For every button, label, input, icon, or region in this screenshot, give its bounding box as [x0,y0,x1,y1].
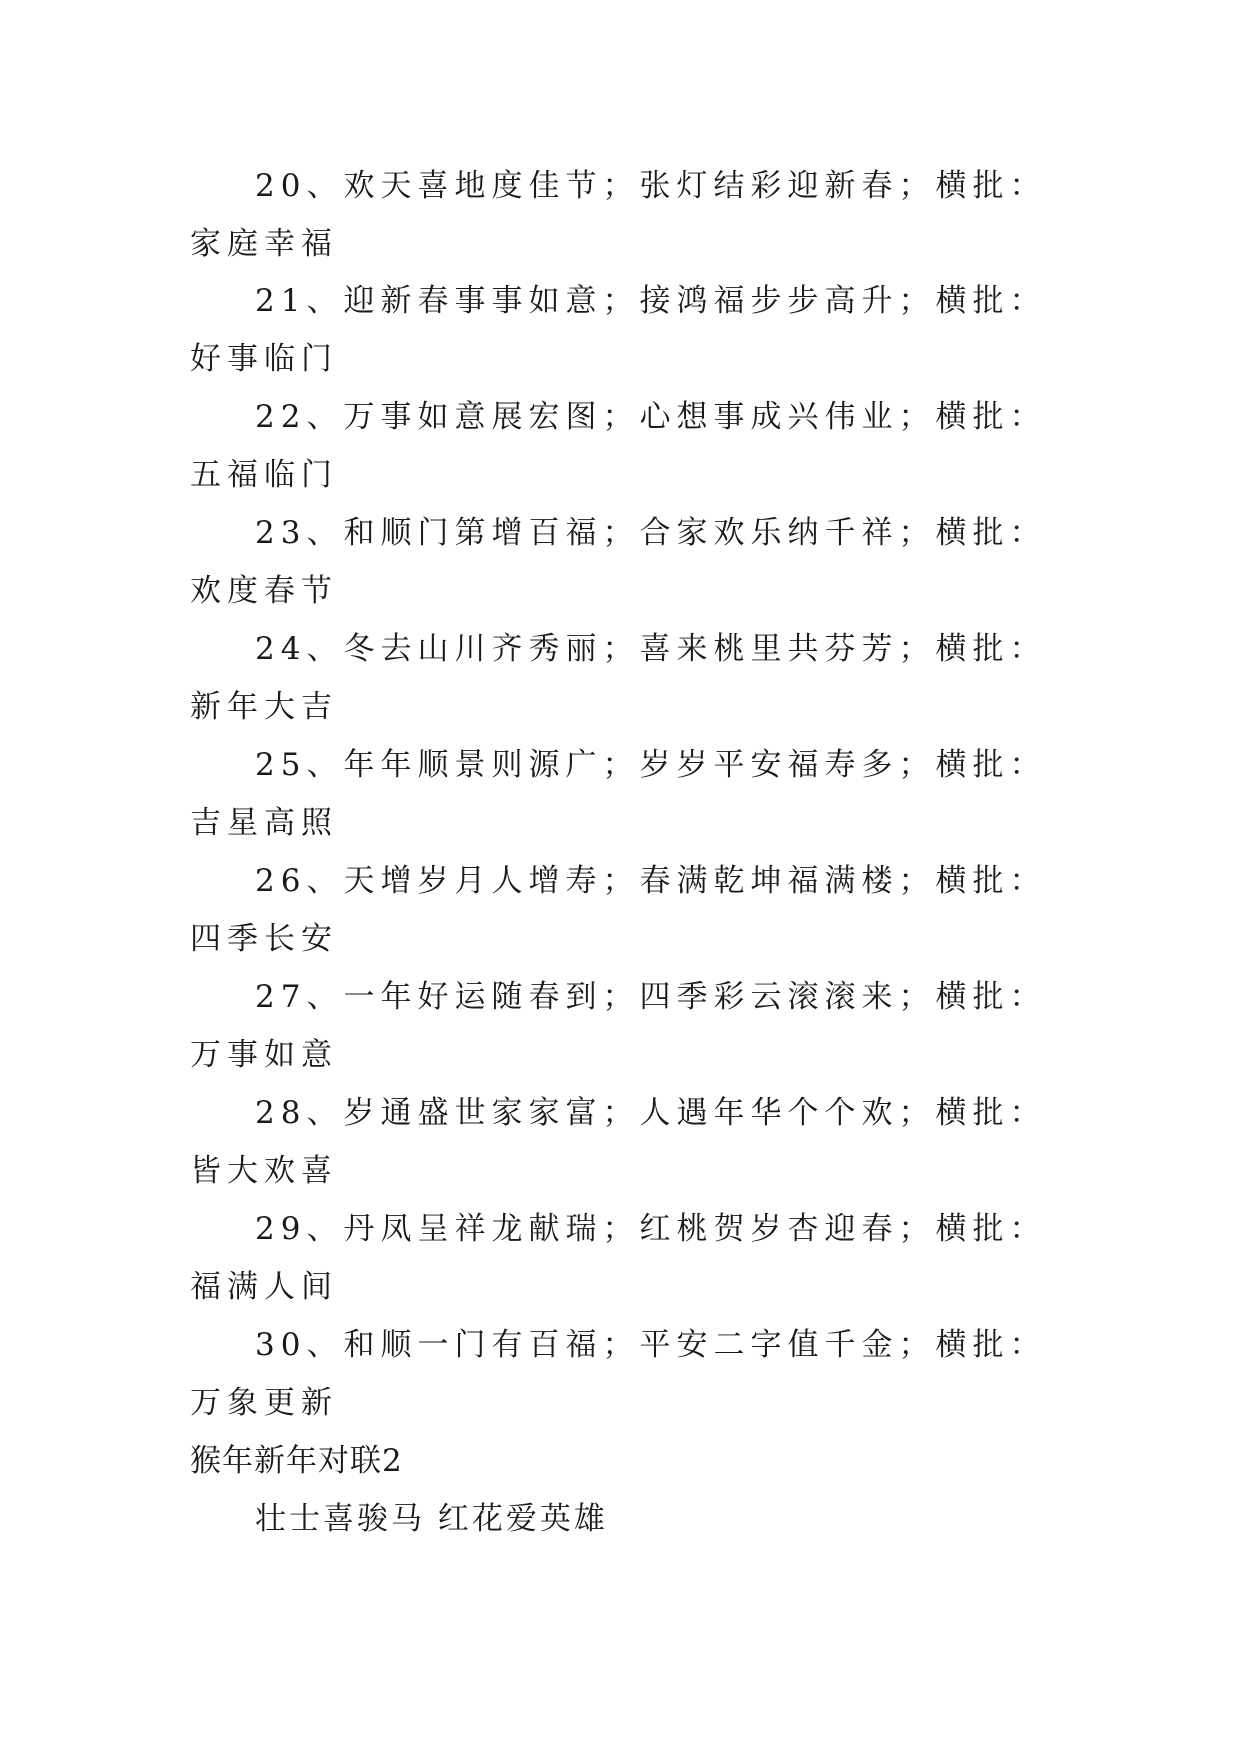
couplet-entry-20: 20、欢天喜地度佳节；张灯结彩迎新春；横批：家庭幸福 [190,168,1047,262]
couplet-entry-21: 21、迎新春事事如意；接鸿福步步高升；横批：好事临门 [190,283,1047,377]
couplet-entry-30: 30、和顺一门有百福；平安二字值千金；横批：万象更新 [190,1327,1047,1421]
couplet-entry-26: 26、天增岁月人增寿；春满乾坤福满楼；横批：四季长安 [190,863,1047,957]
couplet-entry-24: 24、冬去山川齐秀丽；喜来桃里共芬芳；横批：新年大吉 [190,631,1047,725]
couplet-entry-25: 25、年年顺景则源广；岁岁平安福寿多；横批：吉星高照 [190,747,1047,841]
couplet-line: 壮士喜骏马 红花爱英雄 [255,1501,608,1537]
section-heading: 猴年新年对联2 [190,1443,403,1479]
couplet-entry-28: 28、岁通盛世家家富；人遇年华个个欢；横批：皆大欢喜 [190,1095,1047,1189]
couplet-entry-22: 22、万事如意展宏图；心想事成兴伟业；横批：五福临门 [190,399,1047,493]
couplet-entry-27: 27、一年好运随春到；四季彩云滚滚来；横批：万事如意 [190,979,1047,1073]
couplet-entry-29: 29、丹凤呈祥龙献瑞；红桃贺岁杏迎春；横批：福满人间 [190,1211,1047,1305]
couplet-entry-23: 23、和顺门第增百福；合家欢乐纳千祥；横批：欢度春节 [190,515,1047,609]
